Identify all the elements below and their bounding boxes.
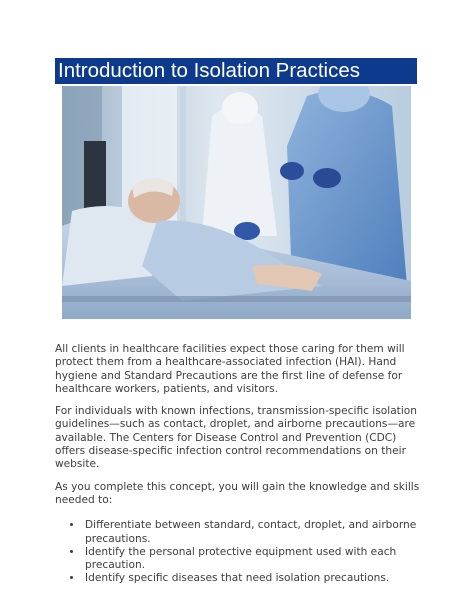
page-title: Introduction to Isolation Practices [58, 59, 360, 82]
intro-paragraph-2: For individuals with known infections, transmission-specific isolation guidelines—such as contact, droplet, and airborne precautions—are available. The Centers for Disease Control and Prevention (CDC) offers disease-specific infection control recommendations on their website. [55, 405, 417, 471]
learning-objectives-list [55, 519, 425, 585]
intro-paragraph-3: As you complete this concept, you will gain the knowledge and skills needed to: [55, 480, 420, 506]
title-banner [55, 58, 417, 84]
objective-item: • Identify the personal protective equipment used with each precaution. [83, 546, 425, 573]
objective-item: • Differentiate between standard, contact, droplet, and airborne precautions. [83, 519, 425, 546]
intro-content [55, 343, 425, 586]
intro-paragraph-1: All clients in healthcare facilities expect those caring for them will protect them from a healthcare-associated infection (HAI). Hand hygiene and Standard Precautions are the first line of defense for healthcare workers, patients, and visitors. [55, 343, 405, 395]
hospital-photo [62, 86, 411, 319]
objective-item: • Identify specific diseases that need isolation precautions. [83, 572, 425, 585]
